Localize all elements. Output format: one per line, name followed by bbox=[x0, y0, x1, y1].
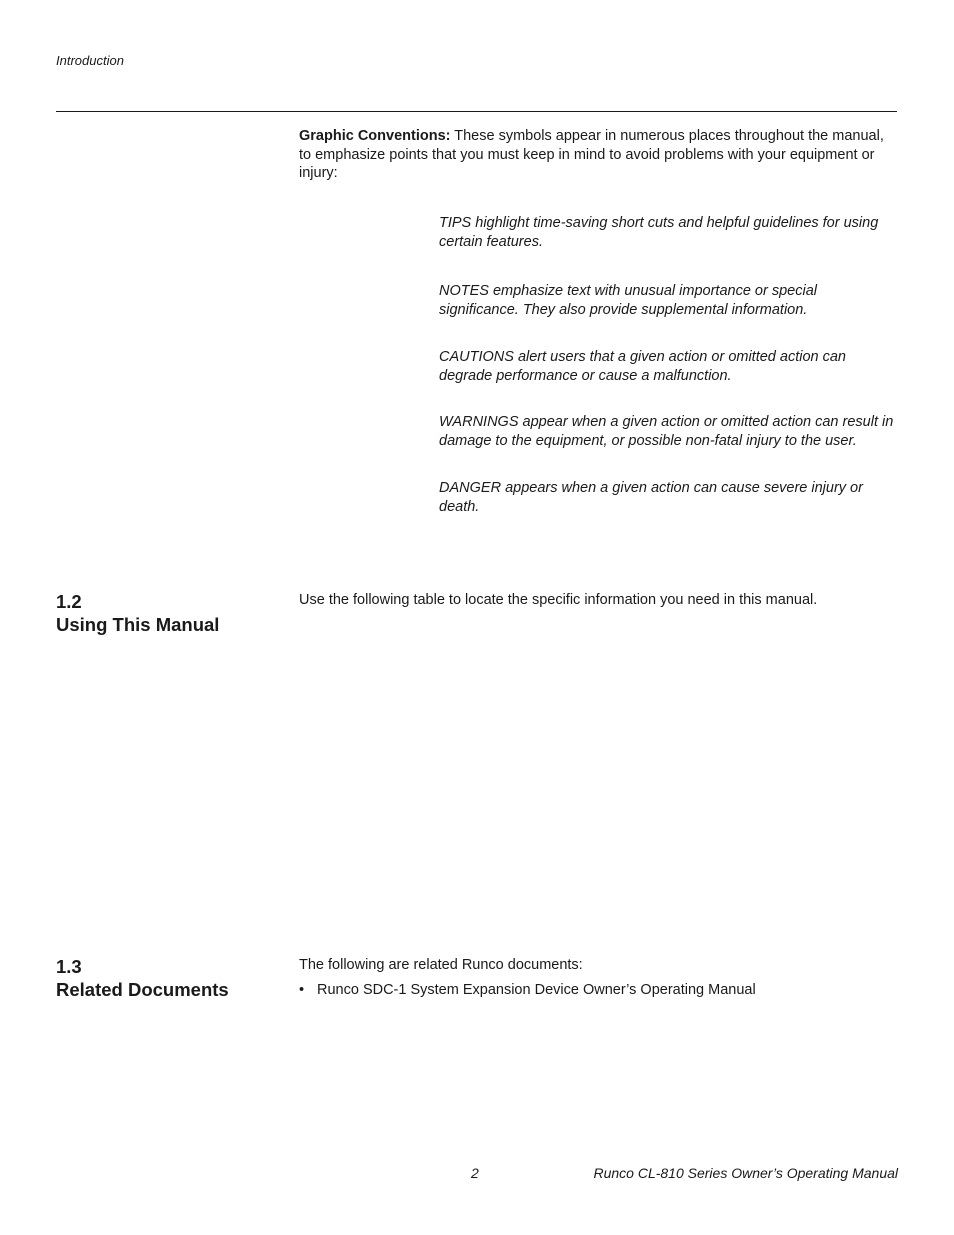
bullet-glyph: • bbox=[299, 982, 305, 998]
warnings-convention: WARNINGS appear when a given action or omitted action can result in damage to the equipment, or possible non-fatal injury to the user. bbox=[439, 414, 894, 449]
section-1-3-text: The following are related Runco documents: bbox=[299, 957, 583, 973]
related-document-link: Runco SDC-1 System Expansion Device Owner’s Operating Manual bbox=[317, 982, 756, 998]
section-title: Using This Manual bbox=[56, 614, 220, 635]
section-number: 1.3 bbox=[56, 956, 82, 977]
running-head: Introduction bbox=[56, 53, 124, 68]
cautions-convention: CAUTIONS alert users that a given action or omitted action can degrade performance or cause a malfunction. bbox=[439, 349, 846, 384]
notes-convention: NOTES emphasize text with unusual importance or special significance. They also provide supplemental information. bbox=[439, 283, 817, 318]
graphic-conventions-text: These symbols appear in numerous places throughout the manual, to emphasize points that you must keep in mind to avoid problems with your equipment or injury: bbox=[299, 128, 884, 181]
section-number: 1.2 bbox=[56, 591, 82, 612]
page-number: 2 bbox=[471, 1165, 479, 1181]
section-1-3-heading bbox=[56, 955, 229, 1001]
section-1-2-text: Use the following table to locate the specific information you need in this manual. bbox=[299, 592, 818, 608]
manual-title: Runco CL-810 Series Owner’s Operating Manual bbox=[593, 1165, 898, 1181]
danger-convention: DANGER appears when a given action can cause severe injury or death. bbox=[439, 480, 863, 515]
list-item bbox=[299, 981, 756, 1000]
graphic-conventions-lead: Graphic Conventions: bbox=[299, 128, 451, 144]
section-title: Related Documents bbox=[56, 979, 229, 1000]
header-rule bbox=[56, 111, 897, 112]
graphic-conventions-paragraph bbox=[299, 127, 889, 183]
tips-convention: TIPS highlight time-saving short cuts and helpful guidelines for using certain features. bbox=[439, 215, 879, 250]
section-1-2-heading bbox=[56, 590, 219, 636]
